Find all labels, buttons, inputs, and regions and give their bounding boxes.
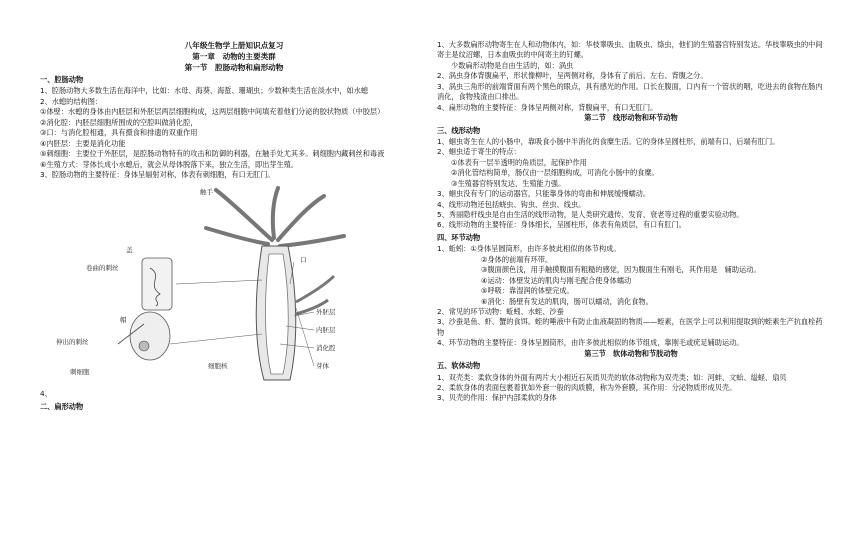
label-digestive-cavity: 消化腔 bbox=[316, 344, 336, 353]
doc-title: 八年级生物学上册知识点复习 bbox=[184, 41, 284, 50]
text-line: 2、常见的环节动物：蚯蚓、水蛭、沙蚕 bbox=[437, 306, 564, 316]
text-line: 2、蛔虫适于寄生的特点： bbox=[437, 147, 521, 157]
section-title-1: 第一节 腔肠动物和扁形动物 bbox=[184, 63, 284, 72]
text-line: 2、涡虫身体背腹扁平，形状像柳叶，呈两侧对称，身体有了前后、左右、背腹之分。 bbox=[437, 71, 708, 81]
text-line: ③生殖器官特别发达，生殖能力强。 bbox=[451, 178, 566, 188]
text-line: ②消化腔：内胚层细胞所围成的空腔叫做消化腔， bbox=[40, 117, 198, 127]
text-line: 1、蚯蚓：①身体呈圆筒形，由许多彼此相似的体节构成。 bbox=[437, 244, 621, 254]
text-line: ④运动：体壁发达的肌肉与刚毛配合使身体蠕动 bbox=[481, 275, 632, 285]
text-line: 3、腔肠动物的主要特征：身体呈辐射对称，体表有刺细胞，有口无肛门。 bbox=[40, 169, 275, 179]
hydra-diagram bbox=[40, 184, 428, 387]
heading-coelenterates: 一、腔肠动物 bbox=[40, 75, 84, 84]
text-line: ②消化管结构简单，肠仅由一层细胞构成，可消化小肠中的食糜。 bbox=[451, 168, 659, 178]
text-line: 2、水螅的结构图： bbox=[40, 96, 103, 106]
text-line: 1、蛔虫寄生在人的小肠中，靠吸食小肠中半消化的食糜生活。它的身体呈圆柱形，前端有口，后端有肛门。 bbox=[437, 136, 780, 146]
chapter-title: 第一章 动物的主要类群 bbox=[192, 52, 276, 61]
text-line: ①体壁：水螅的身体由内胚层和外胚层两层细胞构成，这两层细胞中间填充着他们分泌的胶状物质（中胶层） bbox=[40, 107, 385, 117]
label-cnidocyte: 刺细胞 bbox=[70, 368, 90, 377]
text-line: 3、沙蚕是鱼、虾、蟹的食饵。蛭的唾液中有防止血液凝固的物质——蛭素，在医学上可以利用提取到的蛭素生产抗血栓药物 bbox=[437, 317, 823, 337]
text-line: ④内胚层：主要是消化功能 bbox=[40, 138, 126, 148]
text-line: ①体表有一层半透明的角质层，起保护作用 bbox=[451, 157, 587, 167]
label-cap: 帽 bbox=[120, 316, 127, 325]
right-column bbox=[437, 40, 825, 404]
text-line: ③口：与消化腔相通，具有摄食和排遗的双重作用 bbox=[40, 128, 198, 138]
label-nucleus: 细胞核 bbox=[208, 362, 228, 371]
label-lid: 盖 bbox=[126, 246, 133, 255]
text-line: 少数扁形动物是自由生活的，如：涡虫 bbox=[451, 60, 574, 70]
text-line: ⑤呼吸：靠湿润的体壁完成。 bbox=[481, 286, 574, 296]
text-line: 3、贝壳的作用：保护内部柔软的身体 bbox=[437, 393, 557, 403]
section-title-3: 第三节 软体动物和节肢动物 bbox=[584, 348, 678, 358]
left-column bbox=[40, 40, 428, 413]
label-mouth: 口 bbox=[300, 256, 307, 265]
hydra-drawing bbox=[40, 184, 428, 387]
label-endoderm: 内胚层 bbox=[316, 326, 336, 335]
label-tentacle: 触手 bbox=[200, 188, 213, 197]
text-line: ⑤刺细胞：主要位于外胚层，是腔肠动物特有的攻击和防御的利器，在触手处尤其多。刺细胞内藏刺丝和毒液 bbox=[40, 149, 385, 159]
text-line: 1、腔肠动物大多数生活在海洋中，比如：水母、海葵、海蜇、珊瑚虫；少数种类生活在淡水中，如水螅 bbox=[40, 86, 369, 96]
text-line: 4、线形动物还包括蛲虫、钩虫、丝虫、线虫。 bbox=[437, 199, 586, 209]
text-line: 6、线形动物的主要特征：身体细长，呈圆柱形，体表有角质层，有口有肛门。 bbox=[437, 220, 686, 230]
text-line: 1、双壳类：柔软身体的外面有两片大小相近石灰质贝壳的软体动物称为双壳类；如：河蚌、文蛤、缢蛏、扇贝 bbox=[437, 372, 787, 382]
text-line: ③腹面颜色浅，用手触摸腹面有粗糙的感觉，因为腹面生有刚毛，其作用是 辅助运动。 bbox=[481, 265, 761, 275]
text-line: 3、蛔虫没有专门的运动器官，只能靠身体的弯曲和伸展缓慢蠕动。 bbox=[437, 189, 651, 199]
text-line: 1、大多数扁形动物寄生在人和动物体内，如：华枝睾吸虫、血吸虫、绦虫，他们的生殖器官特别发达。华枝睾吸虫的中间寄主是纹沼螺，日本血吸虫的中间寄主的钉螺。 bbox=[437, 40, 823, 60]
text-line: 4、环节动物的主要特征：身体呈圆筒形，由许多彼此相似的体节组成，靠刚毛或疣足辅助运动。 bbox=[437, 338, 744, 348]
heading-mollusks: 五、软体动物 bbox=[437, 361, 481, 371]
heading-annelids: 四、环节动物 bbox=[437, 232, 481, 242]
label-coiled-thread: 卷曲的刺丝 bbox=[86, 264, 119, 273]
label-bud: 芽体 bbox=[316, 362, 329, 371]
text-line: 4、 bbox=[40, 389, 52, 399]
label-uncoiled-thread: 伸出的刺丝 bbox=[56, 338, 89, 347]
text-line: 3、涡虫三角形的前端背面有两个黑色的眼点，具有感光的作用。口长在腹面，口内有一个管状的咽，吃进去的食物在肠内消化，食物残渣由口排出。 bbox=[437, 81, 823, 102]
text-line: 2、柔软身体的表面包裹着犹如外套一般的肉质膜，称为外套膜，其作用：分泌物质形成贝壳。 bbox=[437, 383, 737, 392]
section-title-2: 第二节 线形动物和环节动物 bbox=[584, 113, 678, 123]
heading-roundworms: 三、线形动物 bbox=[437, 125, 481, 135]
text-line: ⑥消化：肠壁有发达的肌肉，肠可以蠕动，消化食物。 bbox=[481, 296, 653, 306]
label-ectoderm: 外胚层 bbox=[316, 308, 336, 317]
text-line: 4、扁形动物的主要特征：身体呈两侧对称，背腹扁平，有口无肛门。 bbox=[437, 102, 658, 112]
text-line: ②身体的前端有环带。 bbox=[481, 254, 553, 264]
text-line: ⑥生殖方式：芽体长成小水螅后，就会从母体脱落下来，独立生活，即出芽生殖。 bbox=[40, 159, 299, 169]
heading-flatworms: 二、扁形动物 bbox=[40, 401, 84, 411]
text-line: 5、秀丽隐杆线虫是自由生活的线形动物，是人类研究遗传、发育、衰老等过程的重要实验动物。 bbox=[437, 210, 744, 219]
